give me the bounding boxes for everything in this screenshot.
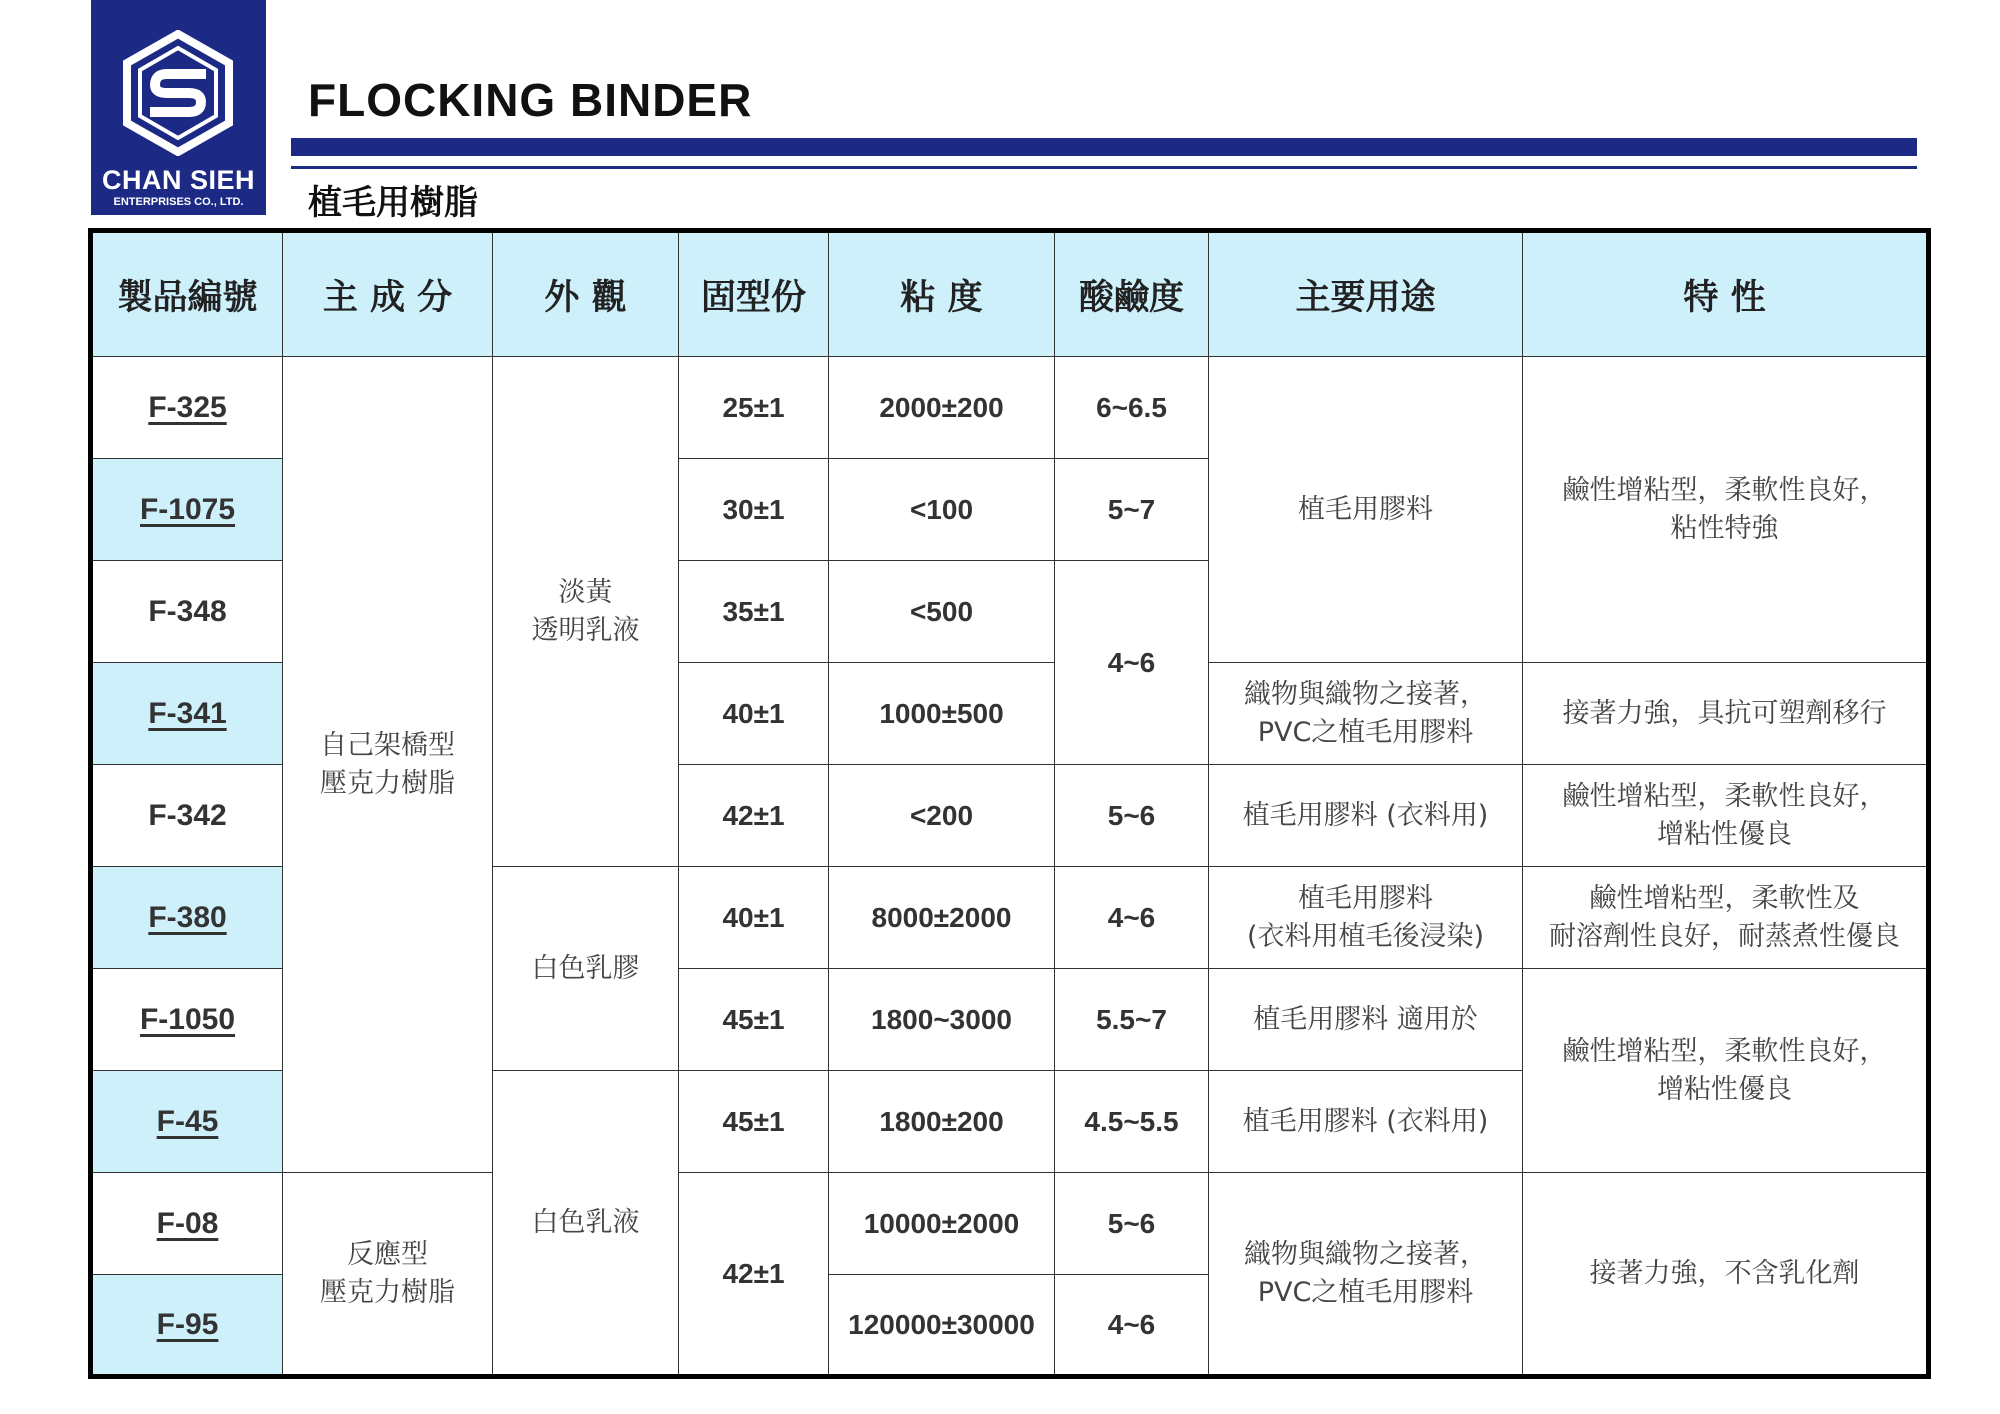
viscosity-cell: <500 xyxy=(829,561,1055,663)
header-viscosity: 粘 度 xyxy=(829,231,1055,357)
solids-cell: 40±1 xyxy=(679,867,829,969)
viscosity-cell: <200 xyxy=(829,765,1055,867)
composition-cell: 反應型 壓克力樹脂 xyxy=(283,1173,493,1377)
appearance-cell: 白色乳液 xyxy=(493,1071,679,1377)
solids-cell: 25±1 xyxy=(679,357,829,459)
table-row xyxy=(91,1173,1929,1275)
viscosity-cell: <100 xyxy=(829,459,1055,561)
features-cell: 鹼性增粘型，柔軟性良好， 增粘性優良 xyxy=(1523,969,1929,1173)
product-code[interactable]: F-342 xyxy=(91,765,283,867)
title-rule-thick xyxy=(291,138,1917,156)
header-usage: 主要用途 xyxy=(1209,231,1523,357)
header-features: 特 性 xyxy=(1523,231,1929,357)
features-cell: 接著力強，不含乳化劑 xyxy=(1523,1173,1929,1377)
viscosity-cell: 1800±200 xyxy=(829,1071,1055,1173)
product-code[interactable]: F-1050 xyxy=(91,969,283,1071)
solids-cell: 40±1 xyxy=(679,663,829,765)
usage-cell: 植毛用膠料 (衣料用) xyxy=(1209,1071,1523,1173)
solids-cell: 35±1 xyxy=(679,561,829,663)
viscosity-cell: 10000±2000 xyxy=(829,1173,1055,1275)
ph-cell: 5.5~7 xyxy=(1055,969,1209,1071)
product-code[interactable]: F-380 xyxy=(91,867,283,969)
ph-cell: 5~6 xyxy=(1055,765,1209,867)
product-code[interactable]: F-348 xyxy=(91,561,283,663)
logo-brand-name: CHAN SIEH xyxy=(101,165,255,195)
solids-cell: 30±1 xyxy=(679,459,829,561)
ph-cell: 5~6 xyxy=(1055,1173,1209,1275)
header-ph: 酸鹼度 xyxy=(1055,231,1209,357)
table-header-row xyxy=(91,231,1929,357)
appearance-cell: 白色乳膠 xyxy=(493,867,679,1071)
viscosity-cell: 1800~3000 xyxy=(829,969,1055,1071)
usage-cell: 植毛用膠料 (衣料用植毛後浸染) xyxy=(1209,867,1523,969)
ph-cell: 5~7 xyxy=(1055,459,1209,561)
viscosity-cell: 8000±2000 xyxy=(829,867,1055,969)
product-code[interactable]: F-341 xyxy=(91,663,283,765)
usage-cell: 織物與織物之接著， PVC之植毛用膠料 xyxy=(1209,1173,1523,1377)
usage-cell: 植毛用膠料 (衣料用) xyxy=(1209,765,1523,867)
composition-cell: 自己架橋型 壓克力樹脂 xyxy=(283,357,493,1173)
company-logo xyxy=(91,0,266,215)
solids-cell: 45±1 xyxy=(679,1071,829,1173)
table-row xyxy=(91,357,1929,459)
header-composition: 主 成 分 xyxy=(283,231,493,357)
product-code[interactable]: F-95 xyxy=(91,1275,283,1377)
ph-cell: 4~6 xyxy=(1055,561,1209,765)
features-cell: 鹼性增粘型，柔軟性及 耐溶劑性良好，耐蒸煮性優良 xyxy=(1523,867,1929,969)
solids-cell: 42±1 xyxy=(679,765,829,867)
header-solids: 固型份 xyxy=(679,231,829,357)
page-subtitle: 植毛用樹脂 xyxy=(308,183,478,223)
product-code[interactable]: F-325 xyxy=(91,357,283,459)
logo-company-suffix: ENTERPRISES CO., LTD. xyxy=(113,196,244,208)
title-rule-thin xyxy=(291,166,1917,169)
usage-cell: 織物與織物之接著， PVC之植毛用膠料 xyxy=(1209,663,1523,765)
header-product-code: 製品編號 xyxy=(91,231,283,357)
viscosity-cell: 1000±500 xyxy=(829,663,1055,765)
ph-cell: 6~6.5 xyxy=(1055,357,1209,459)
features-cell: 鹼性增粘型，柔軟性良好， 粘性特強 xyxy=(1523,357,1929,663)
ph-cell: 4~6 xyxy=(1055,867,1209,969)
solids-cell: 45±1 xyxy=(679,969,829,1071)
ph-cell: 4.5~5.5 xyxy=(1055,1071,1209,1173)
header-appearance: 外 觀 xyxy=(493,231,679,357)
viscosity-cell: 120000±30000 xyxy=(829,1275,1055,1377)
usage-cell: 植毛用膠料 適用於 xyxy=(1209,969,1523,1071)
solids-cell: 42±1 xyxy=(679,1173,829,1377)
product-code[interactable]: F-1075 xyxy=(91,459,283,561)
ph-cell: 4~6 xyxy=(1055,1275,1209,1377)
product-code[interactable]: F-08 xyxy=(91,1173,283,1275)
features-cell: 鹼性增粘型，柔軟性良好， 增粘性優良 xyxy=(1523,765,1929,867)
product-spec-table xyxy=(88,228,1931,1379)
viscosity-cell: 2000±200 xyxy=(829,357,1055,459)
product-code[interactable]: F-45 xyxy=(91,1071,283,1173)
features-cell: 接著力強，具抗可塑劑移行 xyxy=(1523,663,1929,765)
logo-emblem-icon xyxy=(115,30,241,156)
appearance-cell: 淡黃 透明乳液 xyxy=(493,357,679,867)
page-title: FLOCKING BINDER xyxy=(308,74,753,126)
usage-cell: 植毛用膠料 xyxy=(1209,357,1523,663)
